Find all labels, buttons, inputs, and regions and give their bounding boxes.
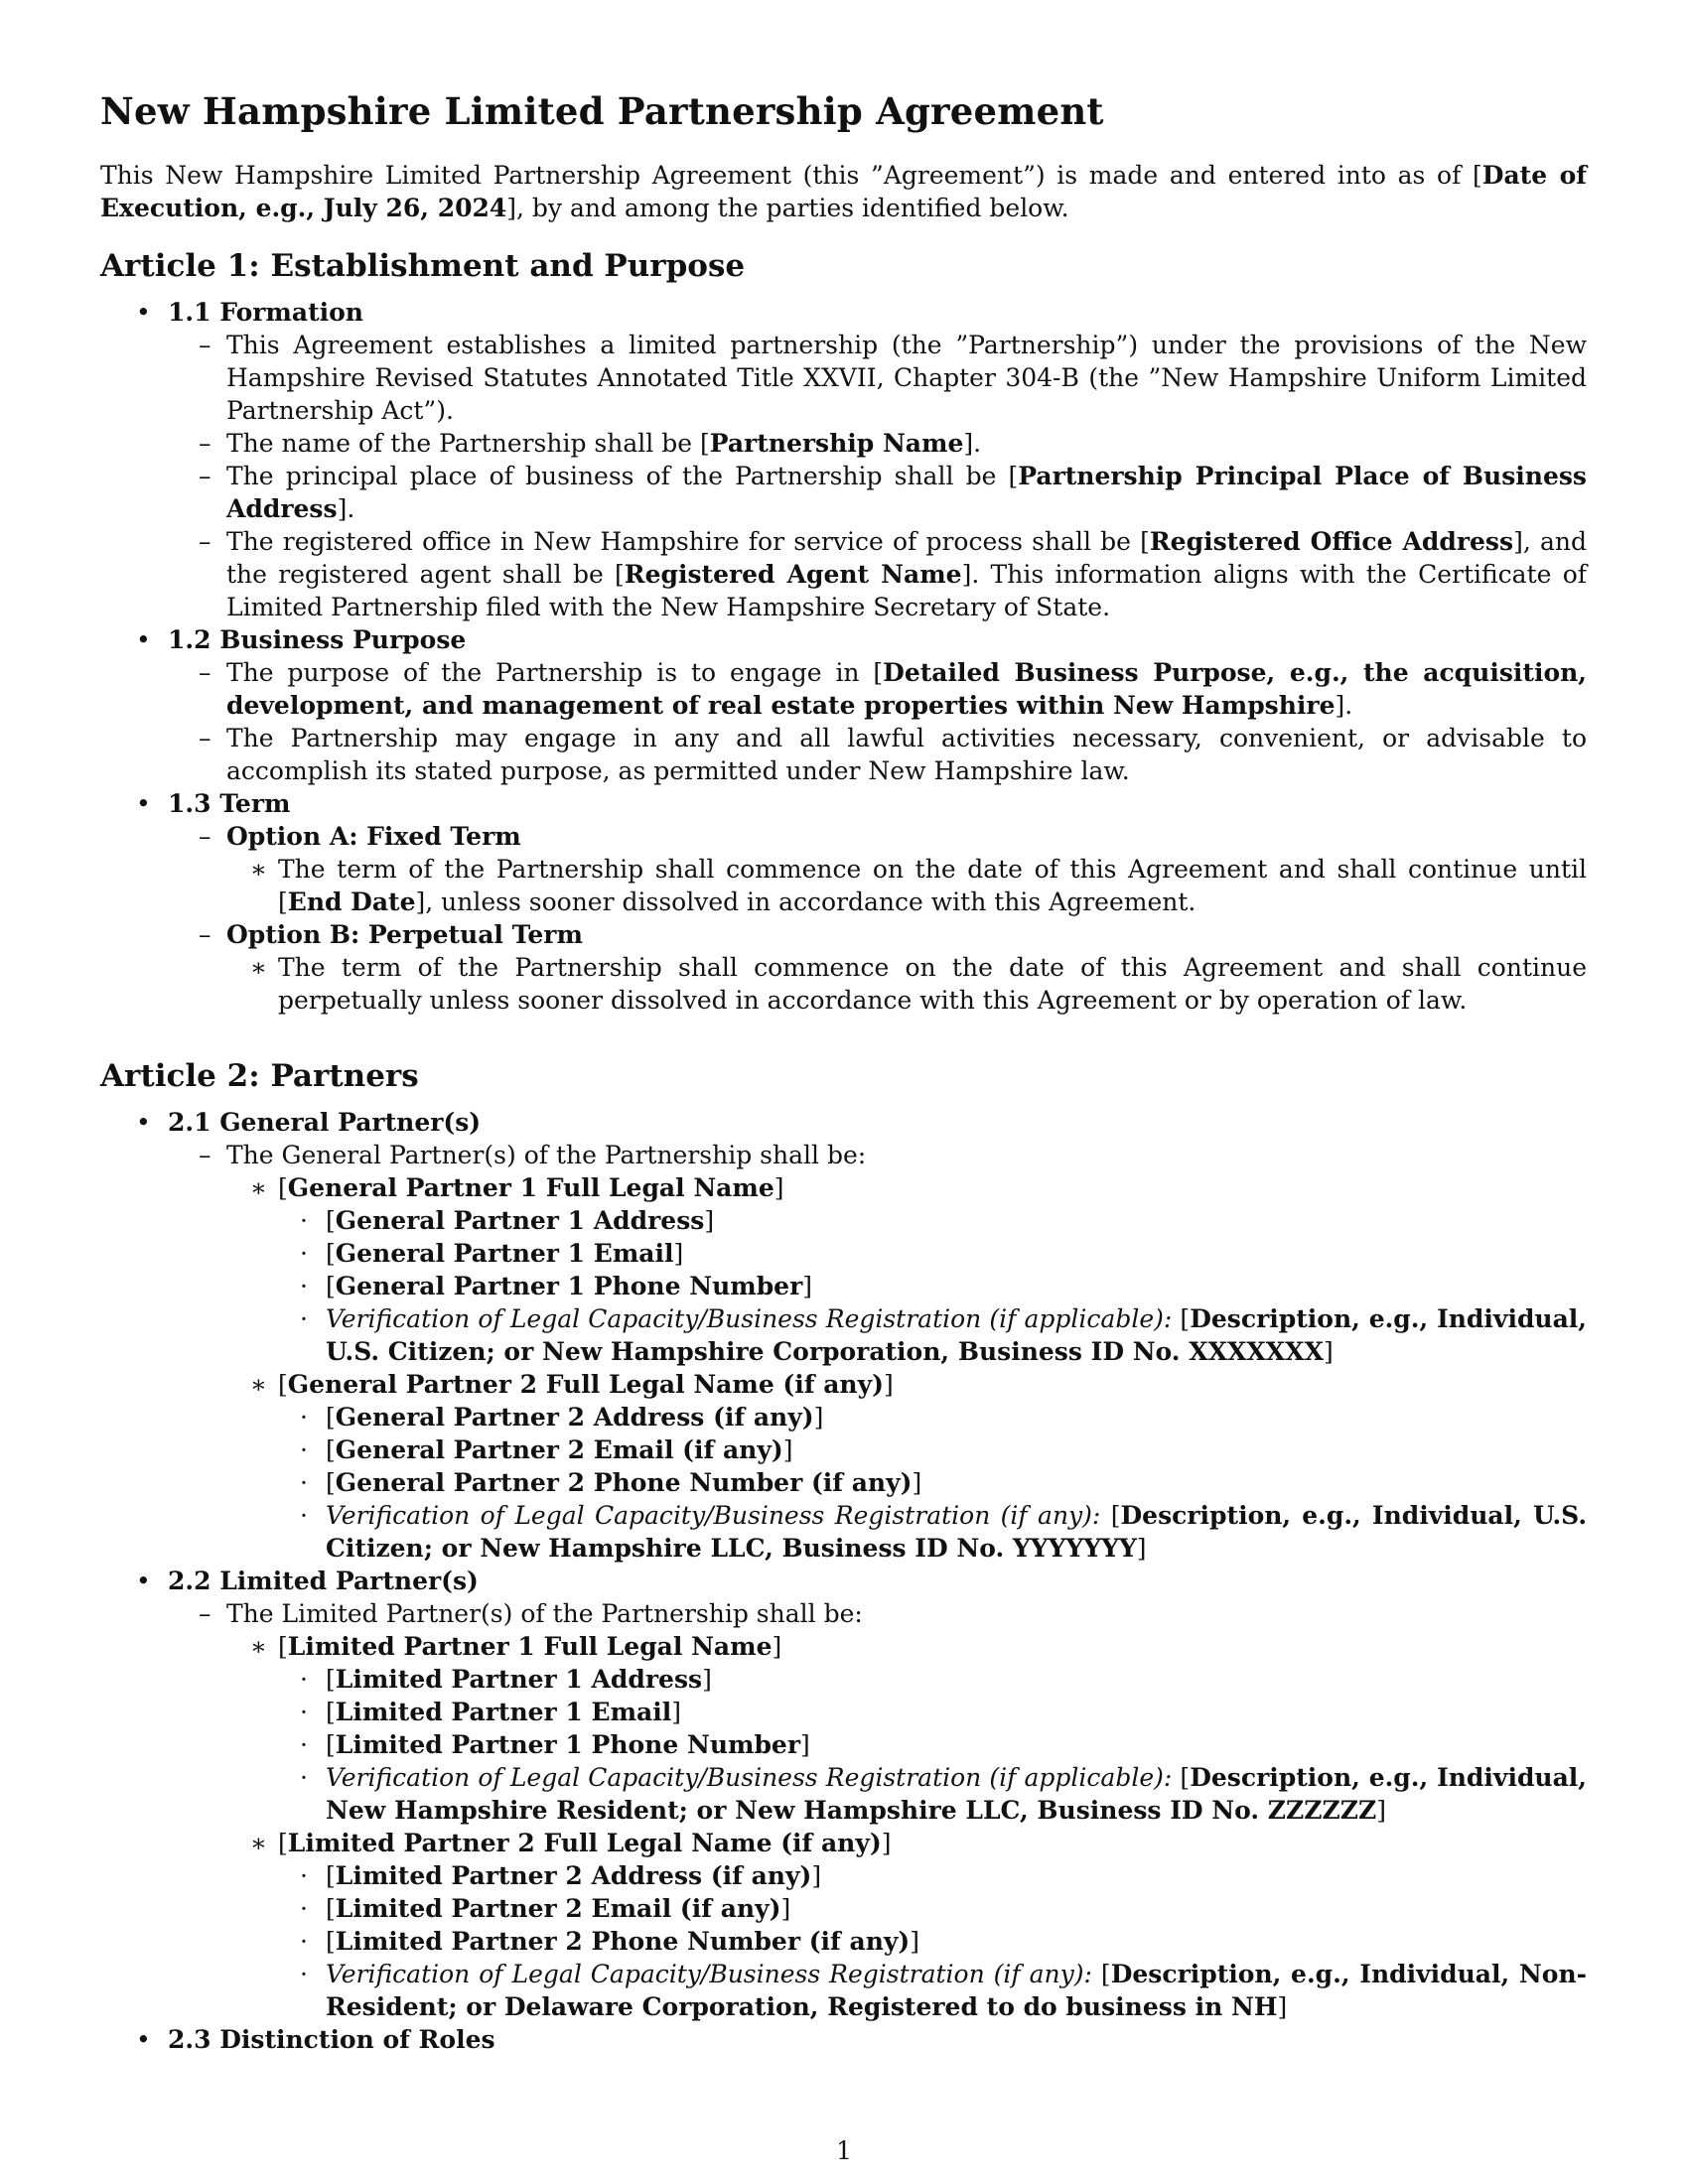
general-partner-2: ∗ [General Partner 2 Full Legal Name (if any)] · [General Partner 2 Address (if any)] · [General Partner 2 Email (if any)] · [General Partner 2 Phone Number (if any)] · Verification of Legal Capacity/Business Registration (if any): [Description, e.g., Individual, U.S. Citizen; or New Hampshire LLC, Business ID No. YYYYYYY] — [226, 1368, 1587, 1565]
list-item: · Verification of Legal Capacity/Business Registration (if applicable): [Description, e.g., Individual, U.S. Citizen; or New Hampshire Corporation, Business ID No. XXXXXXX] — [278, 1302, 1587, 1368]
section-1-3 — [100, 787, 1587, 1017]
list-item: – The principal place of business of the Partnership shall be [Partnership Principal Place of Business Address]. — [168, 460, 1587, 525]
document-title: New Hampshire Limited Partnership Agreement — [100, 89, 1104, 133]
page-number: 1 — [836, 2136, 852, 2165]
list-item: · [Limited Partner 1 Email] — [278, 1696, 1587, 1728]
list-item: · [Limited Partner 2 Address (if any)] — [278, 1859, 1587, 1892]
list-item: · [Limited Partner 1 Address] — [278, 1663, 1587, 1696]
list-item: · [General Partner 2 Address (if any)] — [278, 1401, 1587, 1433]
document-page — [100, 79, 1587, 2056]
list-item: ∗ The term of the Partnership shall commence on the date of this Agreement and shall continue perpetually unless sooner dissolved in accordance with this Agreement or by operation of law. — [226, 951, 1587, 1017]
option-a: – Option A: Fixed Term ∗ The term of the Partnership shall commence on the date of this Agreement and shall continue until [End Date], unless sooner dissolved in accordance with this Agreement. — [168, 820, 1587, 918]
list-item: – The purpose of the Partnership is to engage in [Detailed Business Purpose, e.g., the acquisition, development, and management of real estate properties within New Hampshire]. — [168, 656, 1587, 722]
section-label: 1.3 Term — [168, 789, 291, 818]
article-1-list — [100, 296, 1587, 1017]
limited-partner-2: ∗ [Limited Partner 2 Full Legal Name (if any)] · [Limited Partner 2 Address (if any)] · [Limited Partner 2 Email (if any)] · [Limited Partner 2 Phone Number (if any)] · Verification of Legal Capacity/Business Registration (if any): [Description, e.g., Individual, Non-Resident; or Delaware Corporation, Registered to do business in NH] — [226, 1827, 1587, 2023]
execution-date-placeholder: Date of Execution, e.g., July 26, 2024 — [100, 161, 1587, 222]
list-item: · [Limited Partner 1 Phone Number] — [278, 1728, 1587, 1761]
list-item: · Verification of Legal Capacity/Business Registration (if applicable): [Description, e.g., Individual, New Hampshire Resident; or New Hampshire LLC, Business ID No. ZZZZZZ] — [278, 1761, 1587, 1827]
list-item: · Verification of Legal Capacity/Business Registration (if any): [Description, e.g., Individual, Non-Resident; or Delaware Corporation, Registered to do business in NH] — [278, 1958, 1587, 2023]
article-1-heading: Article 1: Establishment and Purpose — [100, 248, 746, 284]
list-item: – The Partnership may engage in any and all lawful activities necessary, convenient, or advisable to accomplish its stated purpose, as permitted under New Hampshire law. — [168, 722, 1587, 787]
list-item: – The General Partner(s) of the Partnership shall be: ∗ [General Partner 1 Full Legal Name] · [General Partner 1 Address] · [General Partner 1 Email] · [General Partner 1 Phone Number] · Verification of Legal Capacity/Business Registration (if applicable): [Description, e.g., Individual, U.S. Citizen; or New Hampshire Corporation, Business ID No. XXXXXXX] ∗ [General Partner 2 Full Legal Name (if any)] · [General Partner 2 Address (if any)] · [General Partner 2 Email (if any)] · [General Partner 2 Phone Number (if any)] · Verification of Legal Capacity/Business Registration (if any): [Description, e.g., Individual, U.S. Citizen; or New Hampshire LLC, Business ID No. YYYYYYY] — [168, 1139, 1587, 1565]
list-item: · [General Partner 1 Email] — [278, 1237, 1587, 1270]
limited-partner-1: ∗ [Limited Partner 1 Full Legal Name] · [Limited Partner 1 Address] · [Limited Partner 1 Email] · [Limited Partner 1 Phone Number] · Verification of Legal Capacity/Business Registration (if applicable): [Description, e.g., Individual, New Hampshire Resident; or New Hampshire LLC, Business ID No. ZZZZZZ] — [226, 1630, 1587, 1827]
list-item: – This Agreement establishes a limited partnership (the ”Partnership”) under the provisions of the New Hampshire Revised Statutes Annotated Title XXVII, Chapter 304-B (the ”New Hampshire Uniform Limited Partnership Act”). — [168, 329, 1587, 427]
section-label: 2.3 Distinction of Roles — [168, 2025, 495, 2054]
section-label: 1.1 Formation — [168, 298, 363, 327]
intro-paragraph: This New Hampshire Limited Partnership Agreement (this ”Agreement”) is made and entered into as of [Date of Execution, e.g., July 26, 2024], by and among the parties identified below. — [100, 161, 1587, 222]
list-item: · [General Partner 1 Address] — [278, 1204, 1587, 1237]
list-item: · [Limited Partner 2 Email (if any)] — [278, 1892, 1587, 1925]
section-label: 1.2 Business Purpose — [168, 625, 467, 654]
list-item: ∗ The term of the Partnership shall commence on the date of this Agreement and shall continue until [End Date], unless sooner dissolved in accordance with this Agreement. — [226, 853, 1587, 918]
list-item: · [General Partner 2 Phone Number (if any)] — [278, 1466, 1587, 1499]
article-2-heading: Article 2: Partners — [100, 1058, 419, 1094]
section-label: 2.2 Limited Partner(s) — [168, 1567, 479, 1595]
list-item: · [General Partner 2 Email (if any)] — [278, 1433, 1587, 1466]
list-item: · Verification of Legal Capacity/Business Registration (if any): [Description, e.g., Individual, U.S. Citizen; or New Hampshire LLC, Business ID No. YYYYYYY] — [278, 1499, 1587, 1565]
article-2-list — [100, 1106, 1587, 2056]
option-b: – Option B: Perpetual Term ∗ The term of the Partnership shall commence on the date of this Agreement and shall continue perpetually unless sooner dissolved in accordance with this Agreement or by operation of law. — [168, 918, 1587, 1017]
list-item: – The registered office in New Hampshire for service of process shall be [Registered Office Address], and the registered agent shall be [Registered Agent Name]. This information aligns with the Certificate of Limited Partnership filed with the New Hampshire Secretary of State. — [168, 525, 1587, 623]
section-label: 2.1 General Partner(s) — [168, 1108, 482, 1137]
list-item: · [General Partner 1 Phone Number] — [278, 1270, 1587, 1302]
section-1-2 — [100, 623, 1587, 787]
section-1-1 — [100, 296, 1587, 623]
section-2-2 — [100, 1565, 1587, 2023]
general-partner-1: ∗ [General Partner 1 Full Legal Name] · [General Partner 1 Address] · [General Partner 1 Email] · [General Partner 1 Phone Number] · Verification of Legal Capacity/Business Registration (if applicable): [Description, e.g., Individual, U.S. Citizen; or New Hampshire Corporation, Business ID No. XXXXXXX] — [226, 1171, 1587, 1368]
list-item: · [Limited Partner 2 Phone Number (if any)] — [278, 1925, 1587, 1958]
section-2-1 — [100, 1106, 1587, 1565]
list-item: – The name of the Partnership shall be [Partnership Name]. — [168, 427, 1587, 460]
section-2-3 — [100, 2023, 1587, 2056]
list-item: – The Limited Partner(s) of the Partnership shall be: ∗ [Limited Partner 1 Full Legal Name] · [Limited Partner 1 Address] · [Limited Partner 1 Email] · [Limited Partner 1 Phone Number] · Verification of Legal Capacity/Business Registration (if applicable): [Description, e.g., Individual, New Hampshire Resident; or New Hampshire LLC, Business ID No. ZZZZZZ] ∗ [Limited Partner 2 Full Legal Name (if any)] · [Limited Partner 2 Address (if any)] · [Limited Partner 2 Email (if any)] · [Limited Partner 2 Phone Number (if any)] · Verification of Legal Capacity/Business Registration (if any): [Description, e.g., Individual, Non-Resident; or Delaware Corporation, Registered to do business in NH] — [168, 1597, 1587, 2023]
